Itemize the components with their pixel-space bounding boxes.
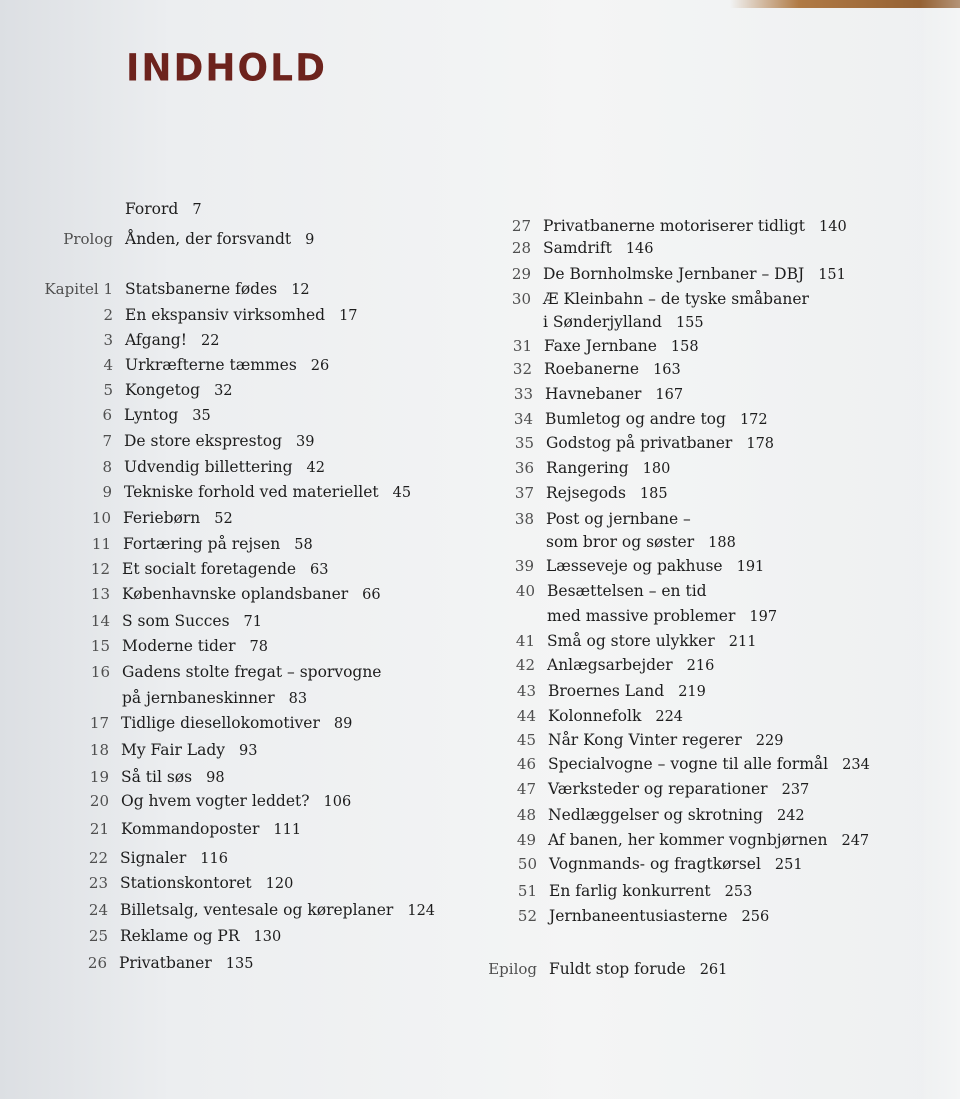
chapter-title: Kongetog xyxy=(125,381,201,399)
chapter-label: 16 xyxy=(90,663,110,681)
chapter-label: Kapitel 1 xyxy=(44,280,113,298)
chapter-title: Små og store ulykker xyxy=(547,632,715,650)
page-number: 146 xyxy=(625,241,654,257)
page-edge-shade xyxy=(920,0,960,1099)
chapter-label: 25 xyxy=(88,927,108,945)
chapter-title: Tidlige diesellokomotiver xyxy=(121,714,320,732)
toc-entry xyxy=(103,329,220,351)
chapter-title: Broernes Land xyxy=(548,682,665,700)
toc-entry xyxy=(89,712,353,734)
toc-entry xyxy=(515,580,707,602)
chapter-label: 22 xyxy=(88,849,108,867)
chapter-title: Æ Kleinbahn – de tyske småbaner xyxy=(543,290,809,308)
chapter-label: 52 xyxy=(517,907,537,925)
chapter-label: 15 xyxy=(90,637,110,655)
chapter-title: Rejsegods xyxy=(546,484,626,502)
chapter-label: 12 xyxy=(90,560,110,578)
chapter-title: Jernbaneentusiasterne xyxy=(549,907,728,925)
page-number: 251 xyxy=(774,857,803,873)
chapter-label: 2 xyxy=(103,306,113,324)
chapter-label: 10 xyxy=(91,509,111,527)
toc-entry xyxy=(89,790,352,812)
page-number: 9 xyxy=(305,232,315,248)
page-number: 52 xyxy=(214,511,233,527)
chapter-title: Af banen, her kommer vognbjørnen xyxy=(548,831,828,849)
chapter-title: Anlægsarbejder xyxy=(547,656,673,674)
page-number: 35 xyxy=(192,408,211,424)
toc-entry xyxy=(511,288,809,310)
page-number: 22 xyxy=(200,333,220,349)
chapter-title: Kolonnefolk xyxy=(548,707,642,725)
toc-entry xyxy=(516,729,784,751)
page-number: 185 xyxy=(639,486,668,502)
toc-entry xyxy=(103,354,330,376)
page-number: 78 xyxy=(249,639,268,655)
toc-entry xyxy=(517,905,770,927)
toc-entry xyxy=(88,925,282,947)
page-number: 216 xyxy=(686,658,715,674)
toc-entry xyxy=(88,872,294,894)
toc-entry xyxy=(516,753,870,775)
toc-entry xyxy=(488,958,728,980)
toc-entry xyxy=(87,952,254,974)
toc-entry xyxy=(511,237,654,259)
toc-entry xyxy=(90,661,382,683)
chapter-title: Reklame og PR xyxy=(120,927,240,945)
chapter-title: Billetsalg, ventesale og køreplaner xyxy=(120,901,394,919)
chapter-label: Epilog xyxy=(488,960,537,978)
toc-entry xyxy=(122,687,307,709)
chapter-label: 43 xyxy=(516,682,536,700)
chapter-title: Godstog på privatbaner xyxy=(546,434,733,452)
page-title: INDHOLD xyxy=(126,46,327,91)
page-number: 191 xyxy=(736,559,765,575)
toc-entry xyxy=(515,630,757,652)
page-number: 151 xyxy=(818,267,846,283)
chapter-title: Faxe Jernbane xyxy=(544,337,657,355)
chapter-label: 45 xyxy=(516,731,536,749)
page-number: 178 xyxy=(746,436,775,452)
toc-entry xyxy=(516,705,684,727)
chapter-label: 35 xyxy=(514,434,534,452)
chapter-title: Kommandoposter xyxy=(121,820,260,838)
chapter-title: Så til søs xyxy=(121,768,193,786)
toc-entry xyxy=(89,766,225,788)
chapter-label: 23 xyxy=(88,874,108,892)
chapter-label: 48 xyxy=(516,806,536,824)
toc-entry xyxy=(90,610,262,632)
chapter-title: My Fair Lady xyxy=(121,741,226,759)
page-number: 167 xyxy=(655,387,684,403)
chapter-label: 28 xyxy=(511,239,531,257)
chapter-title: Værksteder og reparationer xyxy=(548,780,768,798)
chapter-label: 47 xyxy=(516,780,536,798)
toc-entry xyxy=(102,456,325,478)
page-number: 247 xyxy=(841,833,870,849)
chapter-title: Gadens stolte fregat – sporvogne xyxy=(122,663,382,681)
page-number: 58 xyxy=(294,537,313,553)
chapter-title: Tekniske forhold ved materiellet xyxy=(124,483,379,501)
chapter-title: S som Succes xyxy=(122,612,230,630)
page-number: 106 xyxy=(323,794,352,810)
page-number: 130 xyxy=(253,929,282,945)
chapter-label: 17 xyxy=(89,714,109,732)
toc-entry xyxy=(511,215,847,237)
page-number: 163 xyxy=(653,362,681,378)
chapter-title: Og hvem vogter leddet? xyxy=(121,792,310,810)
chapter-title: Feriebørn xyxy=(123,509,201,527)
chapter-label: 9 xyxy=(102,483,112,501)
chapter-title: Ånden, der forsvandt xyxy=(125,230,292,248)
chapter-title: Samdrift xyxy=(543,239,612,257)
toc-entry xyxy=(88,899,436,921)
chapter-title: Udvendig billettering xyxy=(124,458,293,476)
toc-entry xyxy=(516,829,870,851)
chapter-label: 40 xyxy=(515,582,535,600)
toc-entry xyxy=(91,533,313,555)
toc-entry xyxy=(102,430,315,452)
page-number: 45 xyxy=(392,485,412,501)
page-number: 89 xyxy=(333,716,353,732)
chapter-title: Lyntog xyxy=(124,406,179,424)
page-number: 256 xyxy=(741,909,770,925)
page-number: 224 xyxy=(655,709,684,725)
page-number: 237 xyxy=(781,782,810,798)
chapter-label: 3 xyxy=(103,331,113,349)
chapter-title: Københavnske oplandsbaner xyxy=(122,585,349,603)
chapter-title-continued: som bror og søster xyxy=(546,533,695,551)
toc-entry xyxy=(44,278,310,300)
chapter-title: Bumletog og andre tog xyxy=(545,410,726,428)
chapter-label: 29 xyxy=(511,265,531,283)
page-number: 17 xyxy=(339,308,358,324)
page-number: 188 xyxy=(708,535,736,551)
chapter-label: 5 xyxy=(103,381,113,399)
chapter-label: 50 xyxy=(517,855,537,873)
page-number: 158 xyxy=(670,339,699,355)
chapter-title: En farlig konkurrent xyxy=(549,882,711,900)
toc-entry xyxy=(89,739,258,761)
page-number: 242 xyxy=(776,808,805,824)
page-number: 83 xyxy=(288,691,308,707)
chapter-title: Fuldt stop forude xyxy=(549,960,686,978)
chapter-label: 13 xyxy=(90,585,110,603)
page-number: 135 xyxy=(225,956,254,972)
chapter-title: Privatbanerne motoriserer tidligt xyxy=(543,217,806,235)
toc-entry xyxy=(90,558,329,580)
page-number: 42 xyxy=(306,460,325,476)
chapter-title: Statsbanerne fødes xyxy=(125,280,278,298)
toc-entry xyxy=(89,818,302,840)
chapter-label: 18 xyxy=(89,741,109,759)
chapter-label: 34 xyxy=(513,410,533,428)
toc-entry xyxy=(512,335,699,357)
chapter-title: En ekspansiv virksomhed xyxy=(125,306,326,324)
page-number: 124 xyxy=(407,903,436,919)
page-number: 93 xyxy=(239,743,258,759)
chapter-label: 30 xyxy=(511,290,531,308)
page-number: 71 xyxy=(243,614,262,630)
chapter-label: 38 xyxy=(514,510,534,528)
chapter-label: 19 xyxy=(89,768,109,786)
page-number: 26 xyxy=(310,358,330,374)
page-number: 63 xyxy=(310,562,329,578)
page-number: 7 xyxy=(192,202,202,218)
toc-entry xyxy=(88,847,228,869)
toc-entry xyxy=(511,263,846,285)
toc-entry xyxy=(516,778,810,800)
toc-entry xyxy=(125,198,202,220)
page-number: 180 xyxy=(642,461,671,477)
chapter-title: Post og jernbane – xyxy=(546,510,691,528)
chapter-title: Besættelsen – en tid xyxy=(547,582,707,600)
toc-entry xyxy=(513,408,768,430)
toc-entry xyxy=(514,555,765,577)
page-number: 172 xyxy=(739,412,768,428)
chapter-label: 39 xyxy=(514,557,534,575)
chapter-label: 21 xyxy=(89,820,109,838)
chapter-title: Rangering xyxy=(546,459,629,477)
toc-entry xyxy=(102,481,412,503)
page-number: 229 xyxy=(755,733,784,749)
toc-entry xyxy=(514,508,691,530)
chapter-title: Læsseveje og pakhuse xyxy=(546,557,723,575)
page-number: 111 xyxy=(273,822,302,838)
chapter-title: Afgang! xyxy=(125,331,187,349)
chapter-label: 36 xyxy=(514,459,534,477)
page-number: 261 xyxy=(699,962,728,978)
page-number: 253 xyxy=(724,884,753,900)
chapter-label: 51 xyxy=(517,882,537,900)
chapter-title: Moderne tider xyxy=(122,637,236,655)
toc-entry xyxy=(517,853,803,875)
chapter-title: Urkræfterne tæmmes xyxy=(125,356,297,374)
page-number: 39 xyxy=(296,434,315,450)
chapter-label: 46 xyxy=(516,755,536,773)
page-number: 234 xyxy=(842,757,870,773)
toc-entry xyxy=(547,605,777,627)
chapter-title: Fortæring på rejsen xyxy=(123,535,281,553)
chapter-title: Stationskontoret xyxy=(120,874,252,892)
chapter-label: 24 xyxy=(88,901,108,919)
toc-entry xyxy=(102,404,211,426)
chapter-title: Specialvogne – vogne til alle formål xyxy=(548,755,829,773)
chapter-label: 27 xyxy=(511,217,531,235)
toc-entry xyxy=(516,680,706,702)
toc-entry xyxy=(515,654,715,676)
chapter-label: 31 xyxy=(512,337,532,355)
chapter-title: Et socialt foretagende xyxy=(122,560,297,578)
chapter-label: 4 xyxy=(103,356,113,374)
toc-entry xyxy=(514,432,775,454)
toc-entry xyxy=(90,635,268,657)
page-number: 219 xyxy=(678,684,706,700)
chapter-title-continued: på jernbaneskinner xyxy=(122,689,275,707)
page-number: 155 xyxy=(675,315,704,331)
chapter-title-continued: i Sønderjylland xyxy=(543,313,662,331)
toc-entry xyxy=(514,457,671,479)
page-number: 66 xyxy=(362,587,381,603)
toc-entry xyxy=(91,507,233,529)
chapter-title: Havnebaner xyxy=(545,385,642,403)
chapter-label: 14 xyxy=(90,612,110,630)
chapter-title: Roebanerne xyxy=(544,360,640,378)
toc-entry xyxy=(512,358,681,380)
toc-entry xyxy=(517,880,753,902)
page-number: 116 xyxy=(200,851,228,867)
page-number: 98 xyxy=(206,770,225,786)
chapter-title-continued: med massive problemer xyxy=(547,607,736,625)
chapter-label: 8 xyxy=(102,458,112,476)
page-number: 120 xyxy=(265,876,294,892)
chapter-label: 41 xyxy=(515,632,535,650)
toc-entry xyxy=(546,531,736,553)
chapter-title: Når Kong Vinter regerer xyxy=(548,731,742,749)
page-number: 197 xyxy=(749,609,778,625)
chapter-label: 42 xyxy=(515,656,535,674)
chapter-label: 32 xyxy=(512,360,532,378)
chapter-label: 6 xyxy=(102,406,112,424)
chapter-title: Nedlæggelser og skrotning xyxy=(548,806,763,824)
chapter-title: Privatbaner xyxy=(119,954,212,972)
chapter-title: De Bornholmske Jernbaner – DBJ xyxy=(543,265,805,283)
toc-entry xyxy=(516,804,805,826)
chapter-label: 26 xyxy=(87,954,107,972)
page-number: 140 xyxy=(819,219,847,235)
toc-entry xyxy=(513,383,684,405)
toc-entry xyxy=(514,482,668,504)
toc-entry xyxy=(63,228,315,250)
chapter-title: Forord xyxy=(125,200,179,218)
chapter-label: 49 xyxy=(516,831,536,849)
page-number: 32 xyxy=(214,383,233,399)
page-number: 211 xyxy=(728,634,757,650)
chapter-title: Vognmands- og fragtkørsel xyxy=(549,855,761,873)
chapter-label: 20 xyxy=(89,792,109,810)
toc-entry xyxy=(543,311,704,333)
chapter-label: 44 xyxy=(516,707,536,725)
toc-entry xyxy=(103,304,358,326)
chapter-label: 11 xyxy=(91,535,111,553)
chapter-title: Signaler xyxy=(120,849,187,867)
chapter-label: Prolog xyxy=(63,230,113,248)
chapter-title: De store eksprestog xyxy=(124,432,283,450)
page-number: 12 xyxy=(291,282,310,298)
chapter-label: 37 xyxy=(514,484,534,502)
chapter-label: 33 xyxy=(513,385,533,403)
toc-entry xyxy=(103,379,233,401)
chapter-label: 7 xyxy=(102,432,112,450)
toc-entry xyxy=(90,583,381,605)
